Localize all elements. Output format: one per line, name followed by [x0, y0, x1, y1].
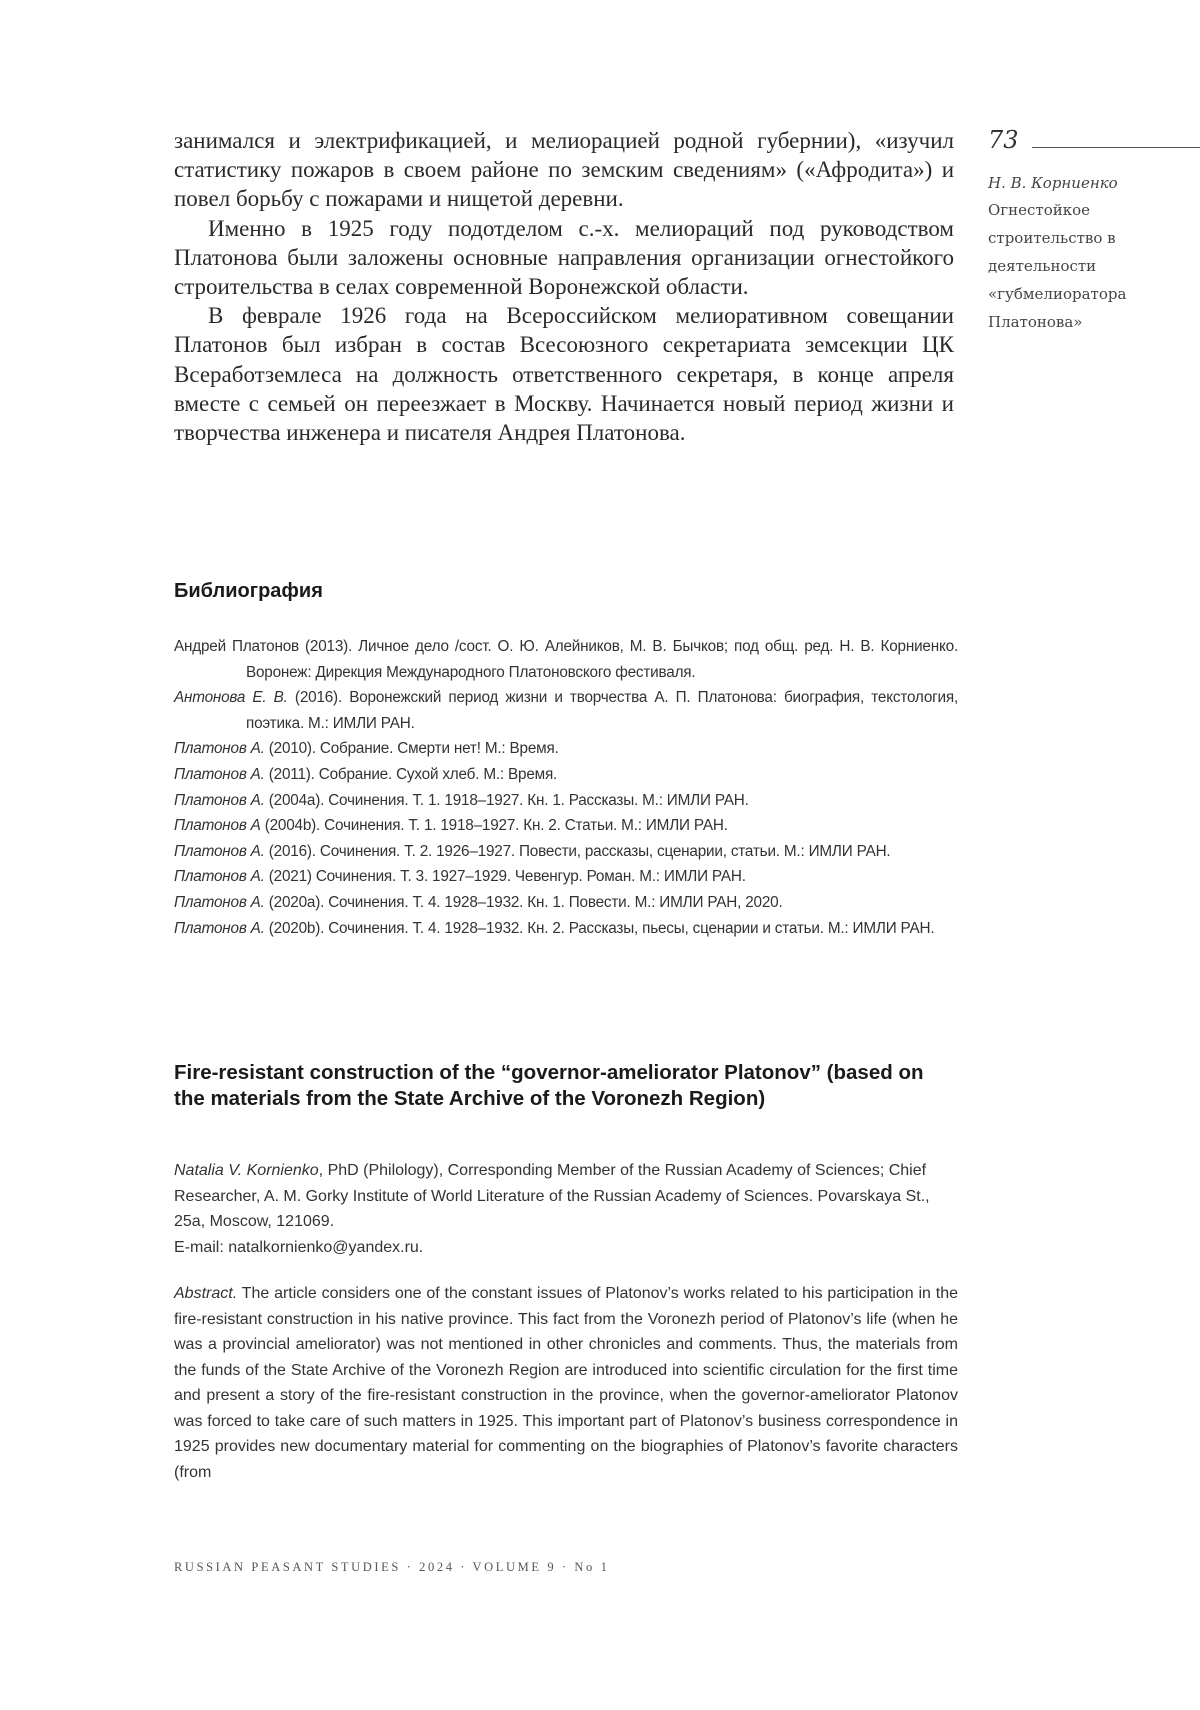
- body-paragraph: Именно в 1925 году подотделом с.-х. мелиораций под руководством Платонова были заложены основные направления организации огнестойкого строительства в селах современной Воронежской области.: [174, 215, 954, 300]
- author-affiliation: [174, 1158, 958, 1260]
- bibliography-entry: Платонов А. (2016). Сочинения. Т. 2. 1926–1927. Повести, рассказы, сценарии, статьи. М.: ИМЛИ РАН.: [174, 842, 891, 860]
- abstract-label: Abstract.: [174, 1285, 238, 1302]
- running-title: Огнестойкое строительство в деятельности «губмелиоратора Платонова»: [988, 201, 1127, 331]
- bibliography-entry: Платонов А. (2011). Собрание. Сухой хлеб. М.: Время.: [174, 765, 558, 783]
- english-title: Fire-resistant construction of the “governor-ameliorator Platonov” (based on the materials from the State Archive of the Voronezh Region): [174, 1061, 924, 1110]
- abstract: [174, 1281, 958, 1485]
- author-name: Natalia V. Kornienko: [174, 1162, 319, 1179]
- body-text: [174, 126, 954, 447]
- body-paragraph: В феврале 1926 года на Всероссийском мелиоративном совещании Платонов был избран в состав Всесоюзного секретариата земсекции ЦК Всеработземлеса на должность ответственного секретаря, в конце апреля вместе с семьей он переезжает в Москву. Начинается новый период жизни и творчества инженера и писателя Андрея Платонова.: [174, 303, 954, 446]
- bibliography-entry: Платонов А. (2004a). Сочинения. Т. 1. 1918–1927. Кн. 1. Рассказы. М.: ИМЛИ РАН.: [174, 791, 749, 809]
- header-rule: [1032, 147, 1200, 148]
- bibliography-heading: Библиография: [174, 580, 323, 602]
- bibliography-entry: Платонов А. (2021) Сочинения. Т. 3. 1927–1929. Чевенгур. Роман. М.: ИМЛИ РАН.: [174, 868, 746, 886]
- body-paragraph: занимался и электрификацией, и мелиорацией родной губернии), «изучил статистику пожаров в своем районе по земским сведениям» («Афродита») и повел борьбу с пожарами и нищетой деревни.: [174, 128, 954, 212]
- bibliography-entry: Платонов А. (2020b). Сочинения. Т. 4. 1928–1932. Кн. 2. Рассказы, пьесы, сценарии и статьи. М.: ИМЛИ РАН.: [174, 919, 935, 937]
- journal-footer: RUSSIAN PEASANT STUDIES · 2024 · VOLUME 9 · No 1: [174, 1560, 610, 1574]
- page-number: 73: [988, 126, 1019, 154]
- affiliation-text: , PhD (Philology), Corresponding Member of the Russian Academy of Sciences; Chief Researcher, A. M. Gorky Institute of World Literature of the Russian Academy of Sciences. Povarskaya St., 25a, Moscow, 121069.: [174, 1162, 930, 1230]
- abstract-text: The article considers one of the constant issues of Platonov’s works related to his participation in the fire-resistant construction in his native province. This fact from the Voronezh period of Platonov’s life (when he was a provincial ameliorator) was not mentioned in other chronicles and comments. Thus, the materials from the funds of the State Archive of the Voronezh Region are introduced into scientific circulation for the first time and present a story of the fire-resistant construction in the province, when the governor-ameliorator Platonov was forced to take care of such matters in 1925. This important part of Platonov’s business correspondence in 1925 provides new documentary material for commenting on the biographies of Platonov’s favorite characters (from: [174, 1285, 958, 1481]
- bibliography-entry: Андрей Платонов (2013). Личное дело /сост. О. Ю. Алейников, М. В. Бычков; под общ. ред. Н. В. Корниенко. Воронеж: Дирекция Международного Платоновского фестиваля.: [174, 638, 958, 681]
- bibliography-entry: Платонов А. (2020a). Сочинения. Т. 4. 1928–1932. Кн. 1. Повести. М.: ИМЛИ РАН, 2020.: [174, 893, 783, 911]
- bibliography-entry: Платонов А (2004b). Сочинения. Т. 1. 1918–1927. Кн. 2. Статьи. М.: ИМЛИ РАН.: [174, 817, 728, 835]
- bibliography-entry: Платонов А. (2010). Собрание. Смерти нет! М.: Время.: [174, 740, 559, 758]
- bibliography-list: [174, 634, 958, 941]
- author-email[interactable]: E-mail: natalkornienko@yandex.ru.: [174, 1238, 424, 1256]
- running-author: Н. В. Корниенко: [988, 174, 1118, 192]
- running-header: [988, 126, 1200, 336]
- bibliography-entry: Антонова Е. В. (2016). Воронежский период жизни и творчества А. П. Платонова: биография, текстология, поэтика. М.: ИМЛИ РАН.: [174, 689, 958, 732]
